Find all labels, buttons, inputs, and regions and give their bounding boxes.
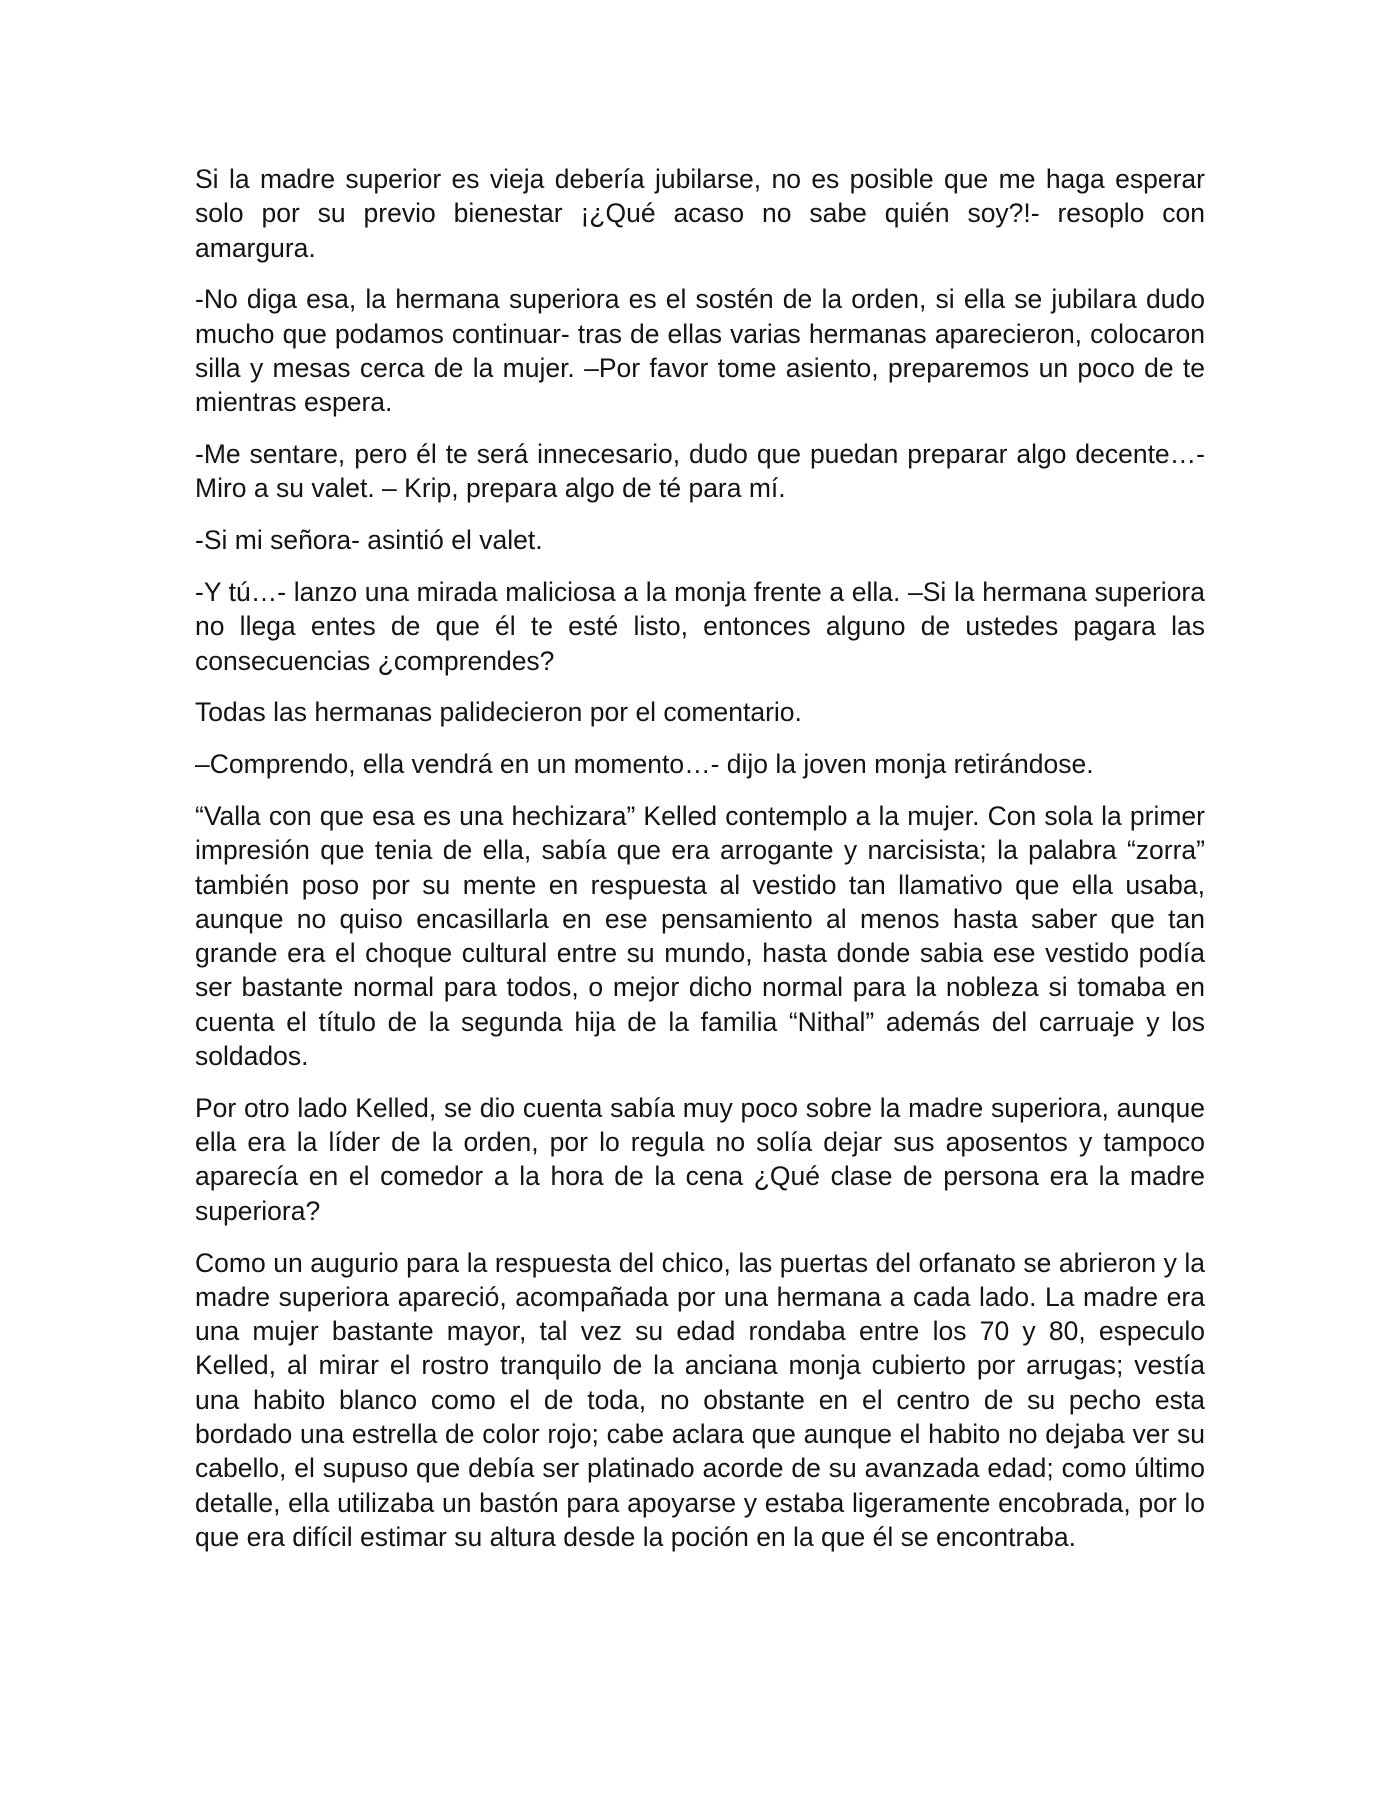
paragraph: -Si mi señora- asintió el valet. bbox=[195, 525, 543, 556]
paragraph: “Valla con que esa es una hechizara” Kelled contemplo a la mujer. Con sola la primer impresión que tenia de ella, sabía que era arrogante y narcisista; la palabra “zorra” también poso por su mente en respuesta al vestido tan llamativo que ella usaba, aunque no quiso encasillarla en ese pensamiento al menos hasta saber que tan grande era el choque cultural entre su mundo, hasta donde sabia ese vestido podía ser bastante normal para todos, o mejor dicho normal para la nobleza si tomaba en cuenta el título de la segunda hija de la familia “Nithal” además del carruaje y los soldados. bbox=[195, 800, 1205, 1072]
paragraph: Como un augurio para la respuesta del chico, las puertas del orfanato se abrieron y la madre superiora apareció, acompañada por una hermana a cada lado. La madre era una mujer bastante mayor, tal vez su edad rondaba entre los 70 y 80, especulo Kelled, al mirar el rostro tranquilo de la anciana monja cubierto por arrugas; vestía una habito blanco como el de toda, no obstante en el centro de su pecho esta bordado una estrella de color rojo; cabe aclara que aunque el habito no dejaba ver su cabello, el supuso que debía ser platinado acorde de su avanzada edad; como último detalle, ella utilizaba un bastón para apoyarse y estaba ligeramente encobrada, por lo que era difícil estimar su altura desde la poción en la que él se encontraba. bbox=[195, 1247, 1205, 1552]
paragraph: -Me sentare, pero él te será innecesario, dudo que puedan preparar algo decente…- Miro a su valet. – Krip, prepara algo de té para mí. bbox=[195, 439, 1205, 504]
paragraph: Todas las hermanas palidecieron por el comentario. bbox=[195, 697, 802, 728]
paragraph: -Y tú…- lanzo una mirada maliciosa a la monja frente a ella. –Si la hermana superiora no llega entes de que él te esté listo, entonces alguno de ustedes pagara las consecuencias ¿comprendes? bbox=[195, 576, 1205, 676]
paragraph: Por otro lado Kelled, se dio cuenta sabía muy poco sobre la madre superiora, aunque ella era la líder de la orden, por lo regula no solía dejar sus aposentos y tampoco aparecía en el comedor a la hora de la cena ¿Qué clase de persona era la madre superiora? bbox=[195, 1092, 1205, 1226]
paragraph: Si la madre superior es vieja debería jubilarse, no es posible que me haga esperar solo por su previo bienestar ¡¿Qué acaso no sabe quién soy?!- resoplo con amargura. bbox=[195, 164, 1205, 263]
paragraph: -No diga esa, la hermana superiora es el sostén de la orden, si ella se jubilara dudo mucho que podamos continuar- tras de ellas varias hermanas aparecieron, colocaron silla y mesas cerca de la mujer. –Por favor tome asiento, preparemos un poco de te mientras espera. bbox=[195, 284, 1205, 418]
paragraph: –Comprendo, ella vendrá en un momento…- dijo la joven monja retirándose. bbox=[195, 749, 1094, 780]
body-text bbox=[195, 162, 1205, 1572]
